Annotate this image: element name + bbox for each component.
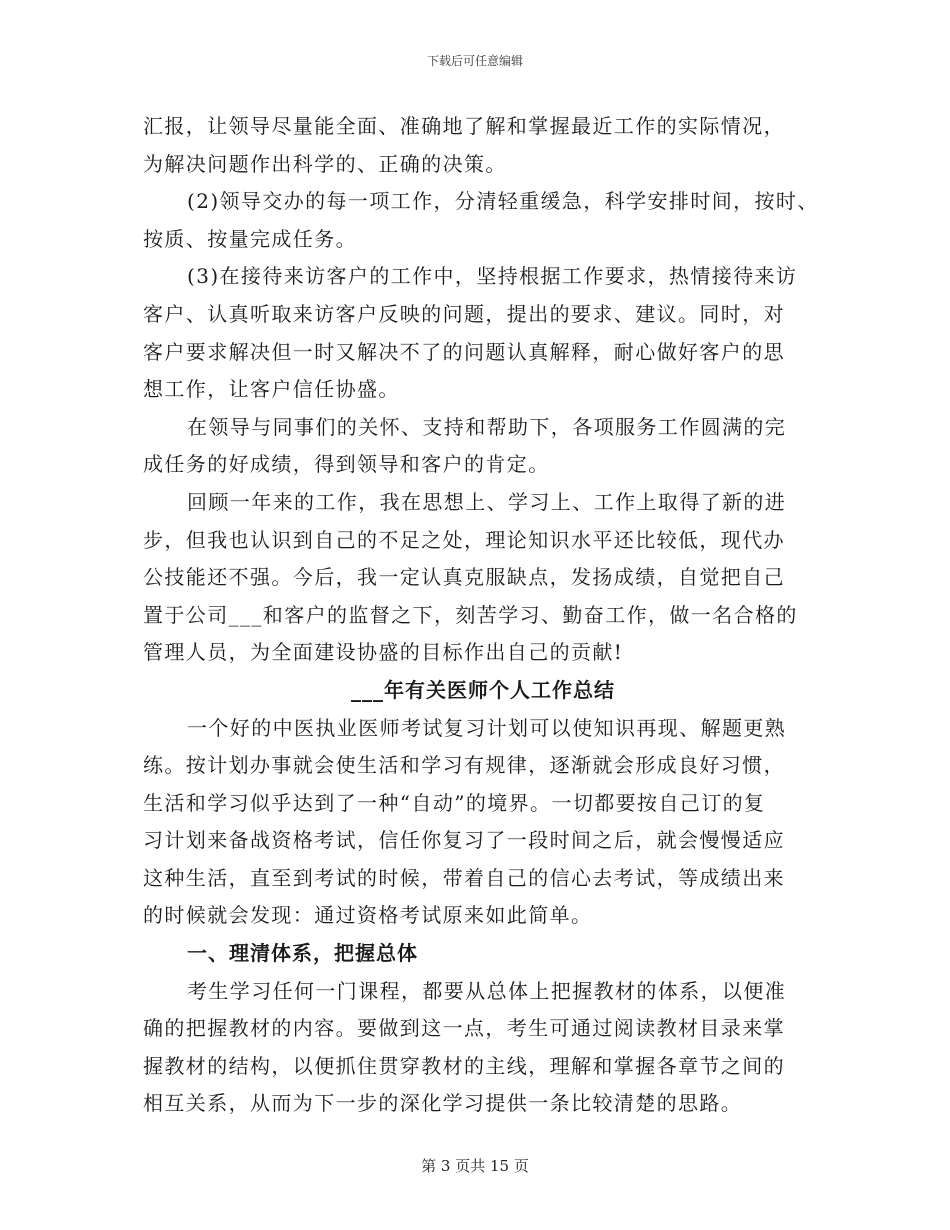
body-line: 汇报，让领导尽量能全面、准确地了解和掌握最近工作的实际情况， — [143, 114, 785, 138]
body-line: 确的把握教材的内容。要做到这一点，考生可通过阅读教材目录来掌 — [143, 1016, 785, 1041]
body-line: 步，但我也认识到自己的不足之处，理论知识水平还比较低，现代办 — [143, 527, 785, 552]
body-line: 成任务的好成绩，得到领导和客户的肯定。 — [143, 452, 550, 477]
body-line: 这种生活，直至到考试的时候，带着自己的信心去考试，等成绩出来 — [143, 865, 785, 890]
body-line: 客户要求解决但一时又解决不了的问题认真解释，耐心做好客户的思 — [143, 339, 785, 364]
body-line: 为解决问题作出科学的、正确的决策。 — [143, 151, 507, 176]
body-line: 想工作，让客户信任协盛。 — [143, 377, 400, 402]
body-line: 练。按计划办事就会使生活和学习有规律，逐渐就会形成良好习惯， — [143, 753, 785, 778]
body-line: 一个好的中医执业医师考试复习计划可以使知识再现、解题更熟 — [187, 715, 787, 740]
body-line: 相互关系，从而为下一步的深化学习提供一条比较清楚的思路。 — [143, 1091, 743, 1116]
page-footer: 第 3 页共 15 页 — [421, 1157, 529, 1175]
body-line: (2)领导交办的每一项工作，分清轻重缓急，科学安排时间，按时、 — [187, 189, 819, 214]
body-line: 公技能还不强。今后，我一定认真克服缺点，发扬成绩，自觉把自己 — [143, 565, 785, 590]
document-body — [143, 108, 823, 1123]
body-line: 管理人员，为全面建设协盛的目标作出自己的贡献! — [143, 640, 624, 665]
body-line: 置于公司___和客户的监督之下，刻苦学习、勤奋工作，做一名合格的 — [143, 602, 798, 627]
body-line: 握教材的结构，以便抓住贯穿教材的主线，理解和掌握各章节之间的 — [143, 1053, 785, 1078]
body-line: 按质、按量完成任务。 — [143, 226, 357, 251]
section-title: ___年有关医师个人工作总结 — [351, 677, 615, 702]
body-line: 在领导与同事们的关怀、支持和帮助下，各项服务工作圆满的完 — [187, 414, 787, 439]
page-header: 下载后可任意编辑 — [426, 54, 523, 68]
subheading: 一、理清体系，把握总体 — [187, 941, 418, 966]
body-line: 的时候就会发现：通过资格考试原来如此简单。 — [143, 903, 593, 928]
body-line: (3)在接待来访客户的工作中，坚持根据工作要求，热情接待来访 — [187, 264, 798, 289]
body-line: 生活和学习似乎达到了一种“自动”的境界。一切都要按自己订的复 — [143, 790, 766, 815]
body-line: 习计划来备战资格考试，信任你复习了一段时间之后，就会慢慢适应 — [143, 828, 785, 853]
body-line: 回顾一年来的工作，我在思想上、学习上、工作上取得了新的进 — [187, 489, 787, 514]
body-line: 客户、认真听取来访客户反映的问题，提出的要求、建议。同时，对 — [143, 301, 785, 326]
body-line: 考生学习任何一门课程，都要从总体上把握教材的体系，以便准 — [187, 978, 787, 1003]
